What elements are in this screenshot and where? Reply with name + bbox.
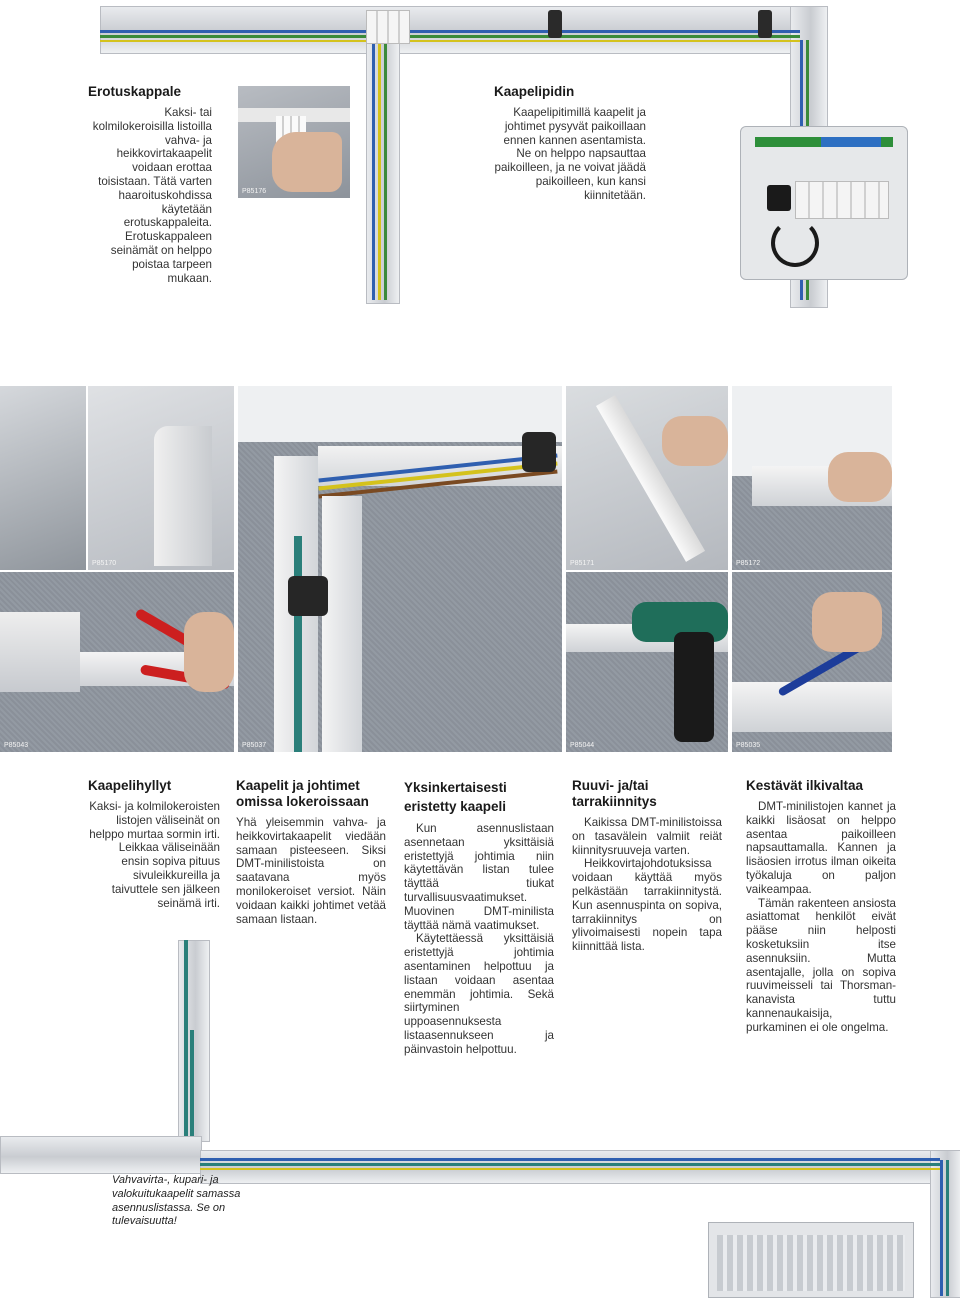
column-title: Ruuvi- ja/tai tarrakiinnitys [572, 778, 657, 809]
distribution-box-icon [740, 126, 908, 280]
photo-code: P85170 [92, 560, 117, 567]
photo-code: P85037 [242, 742, 267, 749]
erotus-text: Kaksi- tai kolmilokeroisilla listoilla vahva- ja heikkovirtakaapelit voidaan erottaa toisistaan. Tätä varten haaroituskohdissa käytetään erotuskappaleita. Erotuskappaleen seinämät on helppo poistaa tarpeen mukaan. [92, 106, 212, 285]
photo-separator-install [238, 86, 350, 198]
photo-code: P85044 [570, 742, 595, 749]
column-paragraph: Heikkovirtajohdotuksissa voidaan käyttää myös pelkästään tarrakiinnitystä. Kun asennuspinta on sopiva, tarrakiinnitys on ylivoimaisesti nopein tapa kiinnittää lista. [572, 857, 722, 954]
photo-corner-cover [88, 386, 234, 570]
column-title: Kaapelihyllyt [88, 778, 172, 793]
erotus-title: Erotuskappale [88, 84, 182, 99]
column-title: Yksinkertaisesti eristetty kaapeli [404, 780, 507, 814]
photo-code: P85172 [736, 560, 761, 567]
patch-panel-icon [708, 1222, 914, 1298]
column-lokerot [236, 778, 386, 926]
column-paragraph: Tämän rakenteen ansiosta asiattomat henkilöt eivät pääse niin helposti kosketuksiin itse asennuksiin. Mutta asentajalle, jolla on sopiva ruuvimeisseli tai Thorsman-kanavista tuttu kannenaukaisija, purkaminen ei ole ongelma. [746, 896, 896, 1034]
separator-piece-icon [366, 10, 410, 44]
erotus-section [88, 84, 212, 285]
column-eristetty [404, 778, 554, 1057]
photo-code: P85176 [242, 188, 267, 195]
bottom-caption: Vahvavirta-, kupari- ja valokuitukaapelit samassa asennuslistassa. Se on tulevaisuutta! [112, 1174, 241, 1228]
photo-screwdriver-cover [732, 386, 892, 570]
column-paragraph: Yhä yleisemmin vahva- ja heikkovirtakaapelit viedään samaan pisteeseen. Siksi DMT-minilistoista on saatavana myös monilokeroiset versiot. Näin voidaan kaikki johtimet vetää samaan listaan. [236, 816, 386, 926]
pidin-title: Kaapelipidin [494, 84, 575, 99]
photo-trunking-install [238, 386, 562, 752]
photo-pliers [0, 572, 234, 752]
photo-drill [566, 572, 728, 752]
column-title: Kestävät ilkivaltaa [746, 778, 864, 793]
column-paragraph: Kaksi- ja kolmilokeroisten listojen väliseinät on helppo murtaa sormin irti. Leikkaa väliseinään ensin sopiva pituus sivuleikkureilla ja taivuttele sen jälkeen seinämä irti. [89, 800, 220, 910]
cable-clip-icon [548, 10, 562, 38]
photo-cover-removal [732, 572, 892, 752]
photo-tape-strip [566, 386, 728, 570]
column-title: Kaapelit ja johtimet omissa lokeroissaan [236, 778, 369, 809]
column-kaapelihyllyt [88, 778, 220, 910]
column-ilkivalta [746, 778, 896, 1035]
pidin-text: Kaapelipitimillä kaapelit ja johtimet pysyvät paikoillaan ennen kannen asentamista. Ne on helppo napsauttaa paikoilleen, ja ne voivat jäädä paikoilleen, kun kansi kiinnitetään. [494, 106, 646, 202]
column-kiinnitys [572, 778, 722, 954]
column-paragraph: Kaikissa DMT-minilistoissa on tasavälein valmiit reiät kiinnitysruuveja varten. [572, 816, 722, 857]
column-paragraph: Kun asennuslistaan asennetaan yksittäisiä eristettyjä johtimia niin käytettävän listan tulee täyttää tiukat turvallisuusvaatimukset. Muovinen DMT-minilista täyttää nämä vaatimukset. [404, 822, 554, 932]
cable-clip-icon [758, 10, 772, 38]
photo-code: P85171 [570, 560, 595, 567]
column-paragraph: DMT-minilistojen kannet ja kaikki lisäosat on helppo asentaa paikoilleen napsauttamalla. Kannen ja lisäosien irrotus ilman oikeita työkaluja on paljon vaikeampaa. [746, 800, 896, 896]
photo-code: P85035 [736, 742, 761, 749]
photo-code: P85043 [4, 742, 29, 749]
column-paragraph: Käytettäessä yksittäisiä eristettyjä johtimia asentaminen helpottuu ja listaan voidaan asentaa enemmän johtimia. Sekä siirtyminen uppoasennuksesta listaasennukseen ja päinvastoin helpottuu. [404, 932, 554, 1056]
pidin-section [494, 84, 646, 203]
photo-corner-left [0, 386, 86, 570]
